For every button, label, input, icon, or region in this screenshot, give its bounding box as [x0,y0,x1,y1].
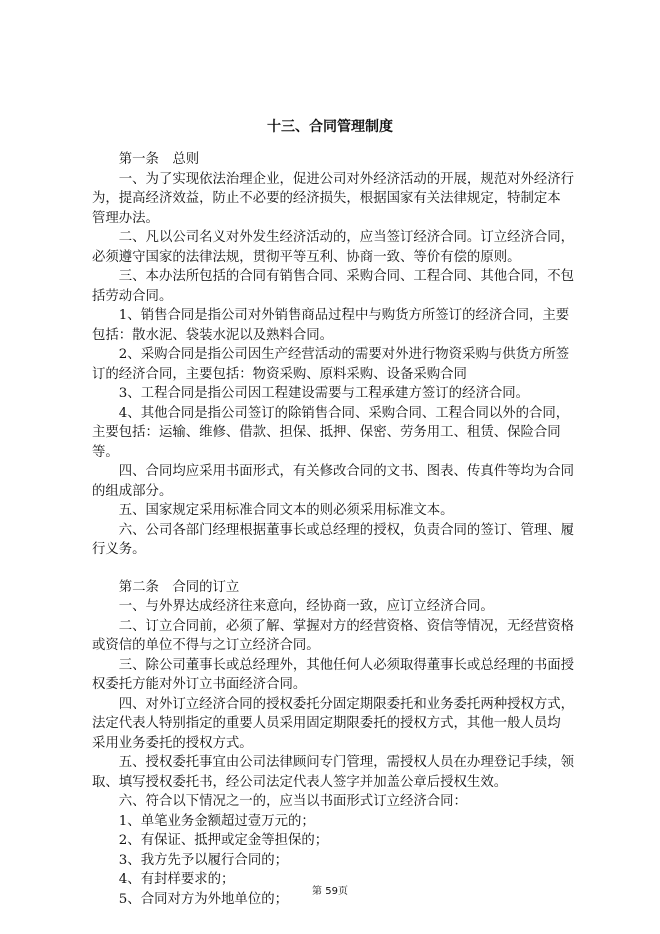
document-title: 十三、合同管理制度 [267,119,393,135]
text-line: 取、填写授权委托书，经公司法定代表人签字并加盖公章后授权生效。 [92,774,508,790]
text-line: 二、凡以公司名义对外发生经济活动的，应当签订经济合同。订立经济合同， [92,230,575,245]
text-line: 四、合同均应采用书面形式，有关修改合同的文书、图表、传真件等均为合同 [92,464,575,479]
text-line: 2、采购合同是指公司因生产经营活动的需要对外进行物资采购与供货方所签 [92,347,570,362]
text-line: 3、我方先予以履行合同的； [92,852,288,868]
text-line: 五、授权委托事宜由公司法律顾问专门管理，需授权人员在办理登记手续，领 [92,755,575,770]
text-line: 2、有保证、抵押或定金等担保的； [92,833,329,848]
text-line: 包括：散水泥、袋装水泥以及熟料合同。 [92,327,334,343]
paragraph-gap [92,560,582,578]
text-line: 3、工程合同是指公司因工程建设需要与工程承建方签订的经济合同。 [92,386,530,401]
text-line: 一、为了实现依法治理企业，促进公司对外经济活动的开展，规范对外经济行 [92,171,575,187]
text-line: 管理办法。 [92,210,159,226]
text-line: 第二条 合同的订立 [92,579,240,595]
text-line: 六、符合以下情况之一的，应当以书面形式订立经济合同： [92,794,467,809]
text-line: 或资信的单位不得与之订立经济合同。 [92,638,320,653]
text-line: 1、销售合同是指公司对外销售商品过程中与购货方所签订的经济合同，主要 [92,308,570,323]
text-line: 三、本办法所包括的合同有销售合同、采购合同、工程合同、其他合同，不包 [92,269,575,284]
text-line: 的组成部分。 [92,483,173,499]
text-line: 第一条 总则 [92,152,200,167]
text-line: 等。 [92,444,119,460]
text-line: 五、国家规定采用标准合同文本的则必须采用标准文本。 [92,503,454,518]
document-body [92,150,582,909]
text-line: 三、除公司董事长或总经理外，其他任何人必须取得董事长或总经理的书面授 [92,657,575,673]
text-line: 一、与外界达成经济往来意向，经协商一致，应订立经济合同。 [92,599,494,614]
text-line: 4、有封样要求的； [92,872,235,887]
text-line: 权委托方能对外订立书面经济合同。 [92,677,307,692]
text-line: 采用业务委托的授权方式。 [92,735,253,751]
text-line: 六、公司各部门经理根据董事长或总经理的授权，负责合同的签订、管理、履 [92,522,575,538]
page-number: 第 59页 [312,886,348,897]
text-line: 法定代表人特别指定的重要人员采用固定期限委托的授权方式，其他一般人员均 [92,716,561,731]
text-line: 二、订立合同前，必须了解、掌握对方的经营资格、资信等情况，无经营资格 [92,618,575,634]
text-line: 行义务。 [92,542,146,557]
text-line: 主要包括：运输、维修、借款、担保、抵押、保密、劳务用工、租赁、保险合同 [92,425,561,440]
text-line: 括劳动合同。 [92,288,173,304]
text-line: 为，提高经济效益，防止不必要的经济损失，根据国家有关法律规定，特制定本 [92,191,561,206]
text-line: 1、单笔业务金额超过壹万元的； [92,813,315,829]
text-line: 必须遵守国家的法律法规，贯彻平等互利、协商一致、等价有偿的原则。 [92,249,521,265]
text-line: 订的经济合同，主要包括：物资采购、原料采购、设备采购合同 [92,366,467,382]
text-line: 5、合同对方为外地单位的； [92,891,288,907]
text-line: 四、对外订立经济合同的授权委托分固定期限委托和业务委托两种授权方式， [92,696,575,712]
text-line: 4、其他合同是指公司签订的除销售合同、采购合同、工程合同以外的合同， [92,405,570,421]
